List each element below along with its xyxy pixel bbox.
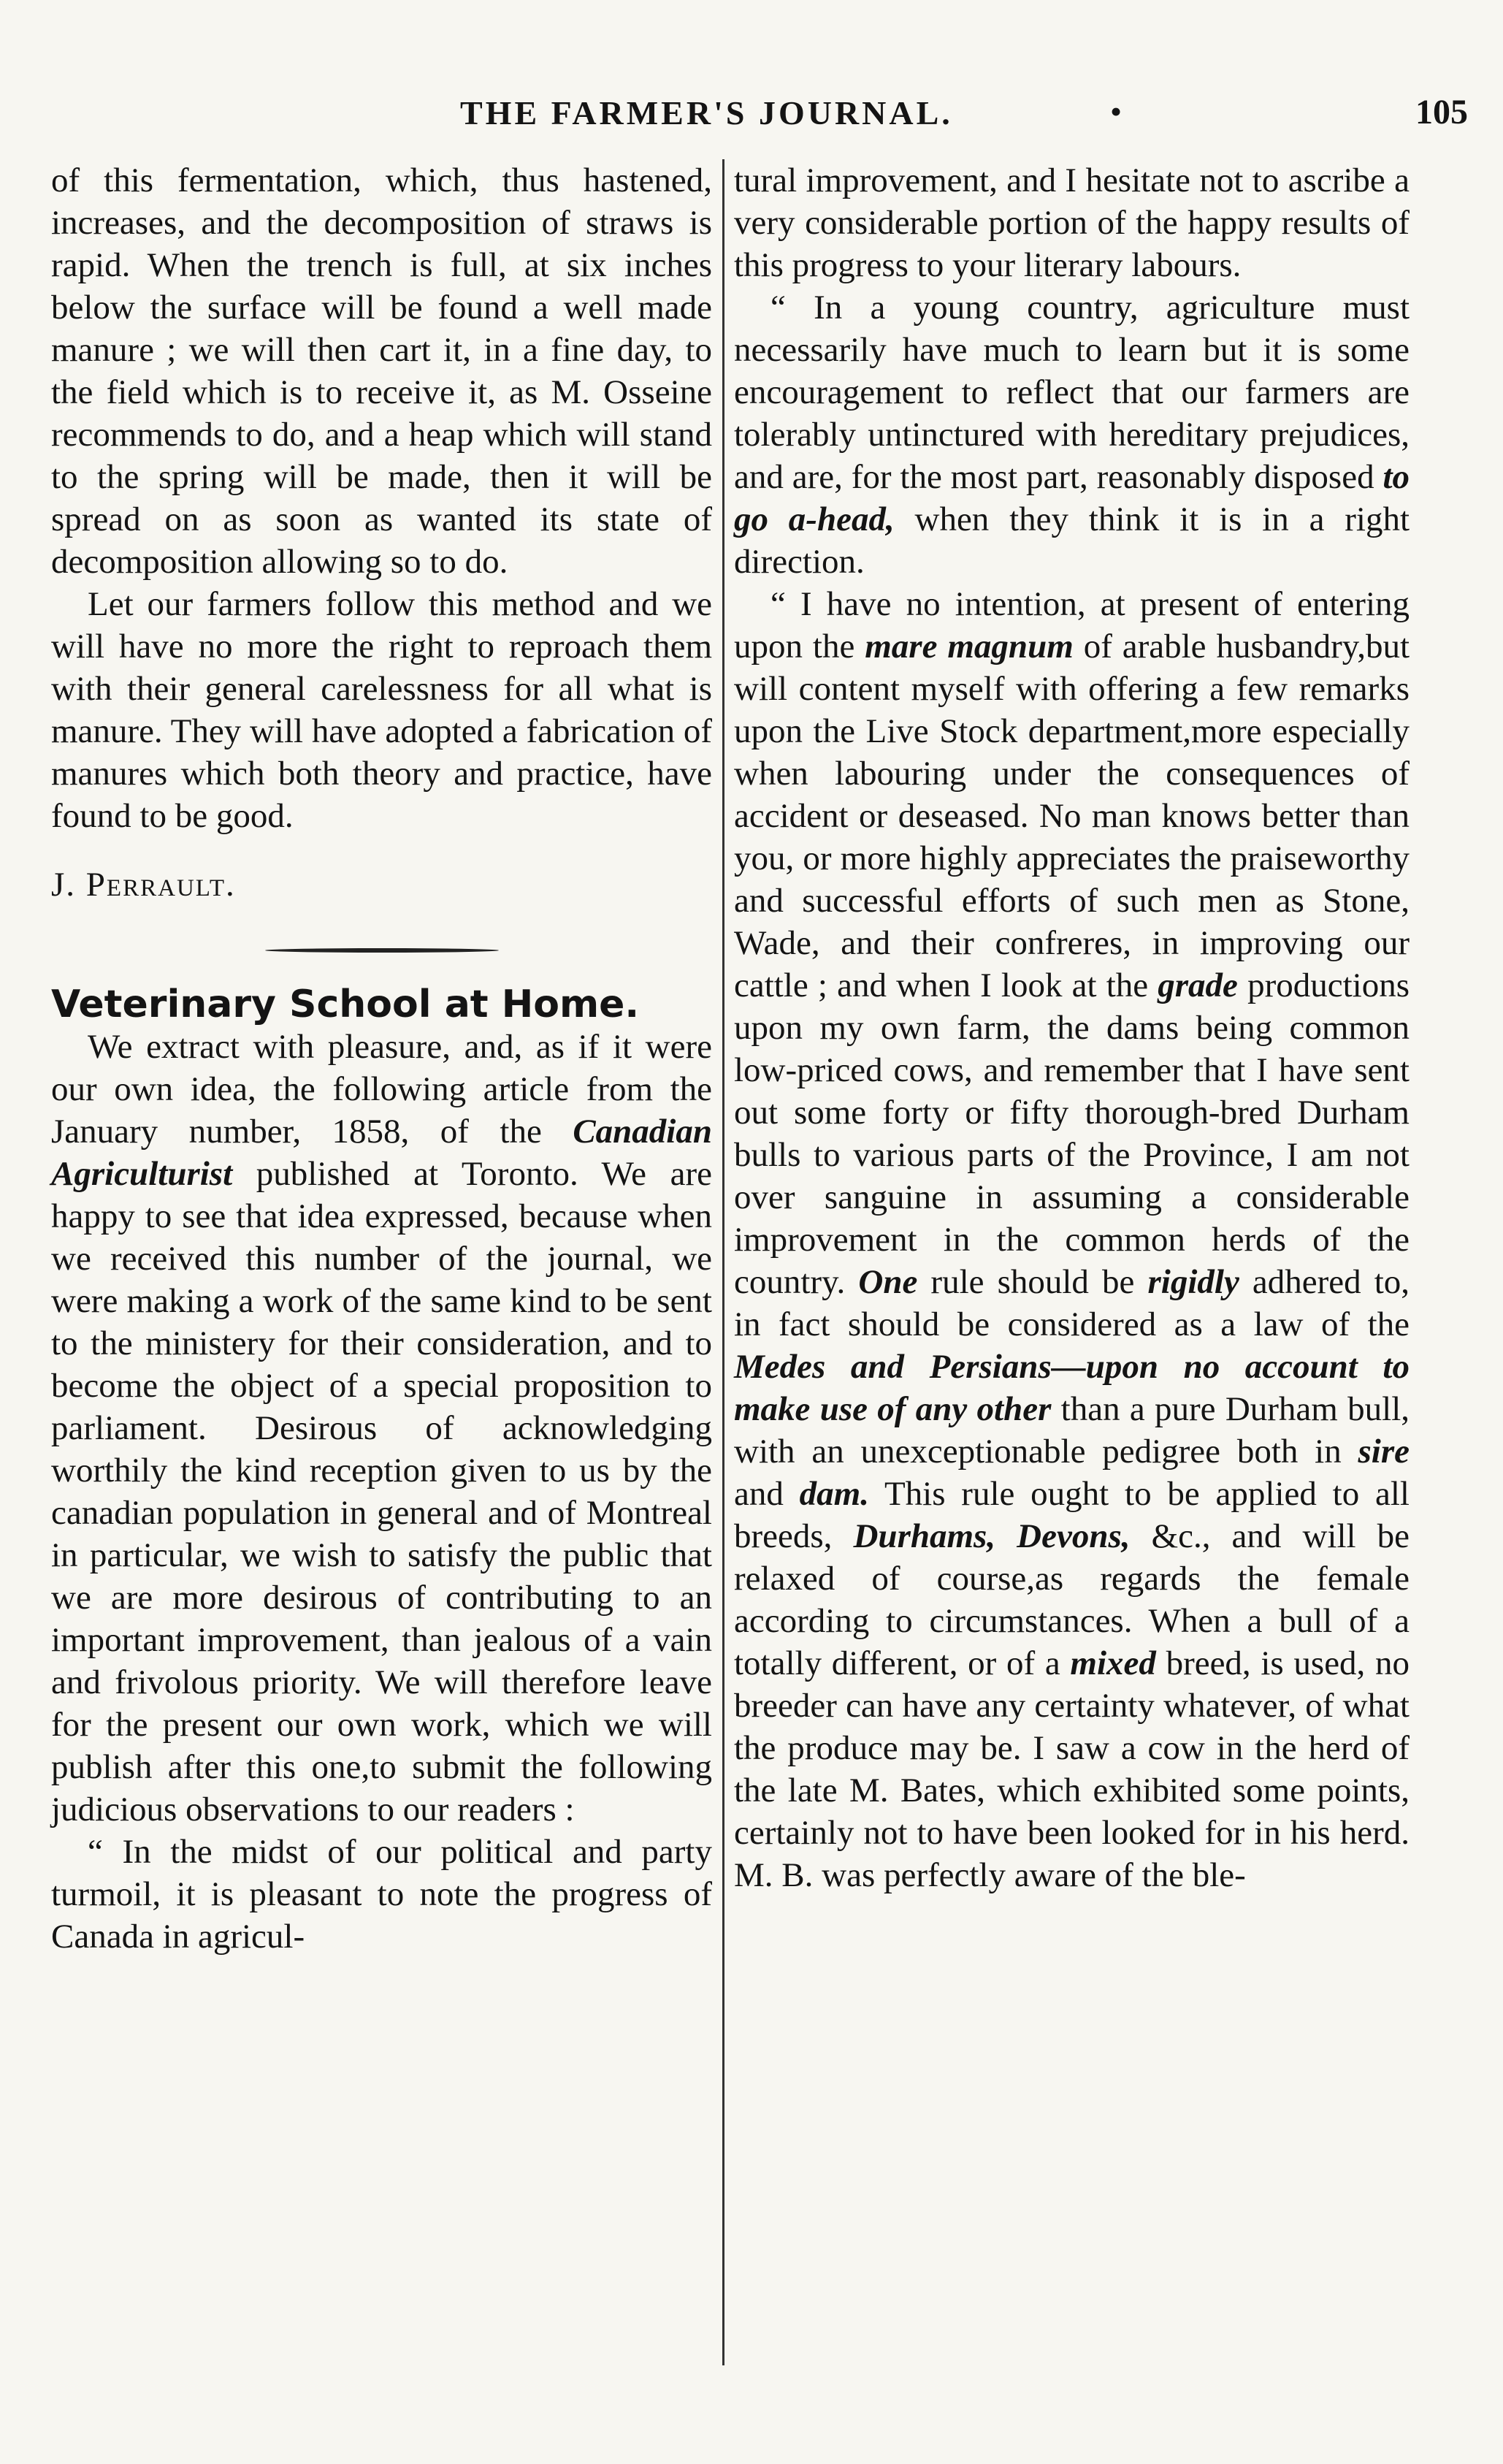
paragraph-quote-start: “ In the midst of our political and party turmoil, it is pleasant to note the progress of Canada in agricul- xyxy=(51,1833,712,1956)
text-run: rule should be xyxy=(930,1263,1135,1301)
signature: J. Perrault. xyxy=(51,866,236,904)
emphasis-text: mixed xyxy=(1070,1644,1156,1682)
emphasis-text: Durhams, Devons, xyxy=(853,1517,1131,1555)
ornamental-rule xyxy=(265,948,499,953)
paragraph-farmers: Let our farmers follow this method and we will have no more the right to reproach them with their general carelessness for all what is manure. They will have adopted a fabrication of manures which both theory and practice, have found to be good. xyxy=(51,585,712,835)
header-dot: • xyxy=(1110,93,1123,130)
emphasis-text: grade xyxy=(1158,966,1238,1004)
text-run: &c., and will be relaxed of course,as regards the female according to circumstances. When a bull of a totally different, or of a xyxy=(734,1517,1410,1682)
text-run: of arable husbandry,but will content myself with offering a few remarks upon the Live Stock department,more especially when labouring under the consequences of accident or deseased. No man knows better than you, or more highly appreciates the praiseworthy and successful efforts of such men as Stone, Wade, and their confreres, in improving our cattle ; and when I look at the xyxy=(734,628,1410,1004)
text-run: “ In a young country, agriculture must necessarily have much to learn but it is some encouragement to reflect that our farmers are tolerably untinctured with hereditary prejudices, and are, for the most part, reasonably disposed xyxy=(734,289,1410,496)
paragraph-continuation: tural improvement, and I hesitate not to ascribe a very considerable portion of the happy results of this progress to your literary labours. xyxy=(734,161,1410,284)
emphasis-text: to go a-head, xyxy=(734,458,1410,538)
right-column xyxy=(734,159,1410,1896)
text-run: breed, is used, no breeder can have any certainty whatever, of what the produce may be. I saw a cow in the herd of the late M. Bates, which exhibited some points, certainly not to have been looked for in his herd. M. B. was perfectly aware of the ble- xyxy=(734,1644,1410,1894)
emphasis-text: rigidly xyxy=(1147,1263,1239,1301)
text-run: This rule ought to be applied to all breeds, xyxy=(734,1475,1410,1555)
emphasis-text: mare magnum xyxy=(865,628,1074,665)
text-run: published at Toronto. We are happy to see that idea expressed, because when we received this number of the journal, we were making a work of the same kind to be sent to the ministery for their consideration, and to become the object of a special proposition to parliament. Desirous of acknowledging worthily the kind reception given to us by the canadian population in general and of Montreal in particular, we wish to satisfy the public that we are more desirous of contributing to an important improvement, than jealous of a vain and frivolous priority. We will therefore leave for the present our own work, which we will publish after this one,to submit the following judicious observations to our readers : xyxy=(51,1155,712,1828)
running-header xyxy=(0,86,1503,152)
page-number: 105 xyxy=(1415,93,1468,131)
emphasis-text: Medes and Persians—upon no account to make use of any other xyxy=(734,1348,1410,1428)
paragraph-live-stock xyxy=(734,583,1410,1896)
text-run: when they think it is in a right direction. xyxy=(734,500,1410,581)
text-run: “ I have no intention, at present of entering upon the xyxy=(734,585,1410,665)
journal-title: THE FARMER'S JOURNAL. xyxy=(460,94,953,131)
emphasis-text: sire xyxy=(1358,1433,1410,1471)
paragraph-fermentation: of this fermentation, which, thus hastened, increases, and the decomposition of straws is rapid. When the trench is full, at six inches below the surface will be found a well made manure ; we will then cart it, in a fine day, to the field which is to receive it, as M. Osseine recommends to do, and a heap which will stand to the spring will be made, then it will be spread on as soon as wanted its state of decomposition allowing so to do. xyxy=(51,161,712,581)
section-heading: Veterinary School at Home. xyxy=(51,983,640,1026)
text-run: We extract with pleasure, and, as if it were our own idea, the following article from the January number, 1858, of the xyxy=(51,1028,712,1151)
text-run: productions upon my own farm, the dams being common low-priced cows, and remember that I have sent out some forty or fifty thorough-bred Durham bulls to various parts of the Province, I am not over sanguine in assuming a considerable improvement in the common herds of the country. xyxy=(734,966,1410,1301)
left-column xyxy=(51,159,712,1958)
column-divider xyxy=(722,159,724,2365)
paragraph-extract xyxy=(51,1026,712,1831)
paragraph-young-country xyxy=(734,286,1410,583)
emphasis-text: One xyxy=(858,1263,918,1301)
text-run: than a pure Durham bull, with an unexceptionable pedigree both in xyxy=(734,1390,1410,1471)
text-run: adhered to, in fact should be considered as a law of the xyxy=(734,1263,1410,1343)
text-run: and xyxy=(734,1475,784,1513)
emphasis-text: dam. xyxy=(799,1475,869,1513)
emphasis-publication: Canadian Agriculturist xyxy=(51,1113,712,1193)
